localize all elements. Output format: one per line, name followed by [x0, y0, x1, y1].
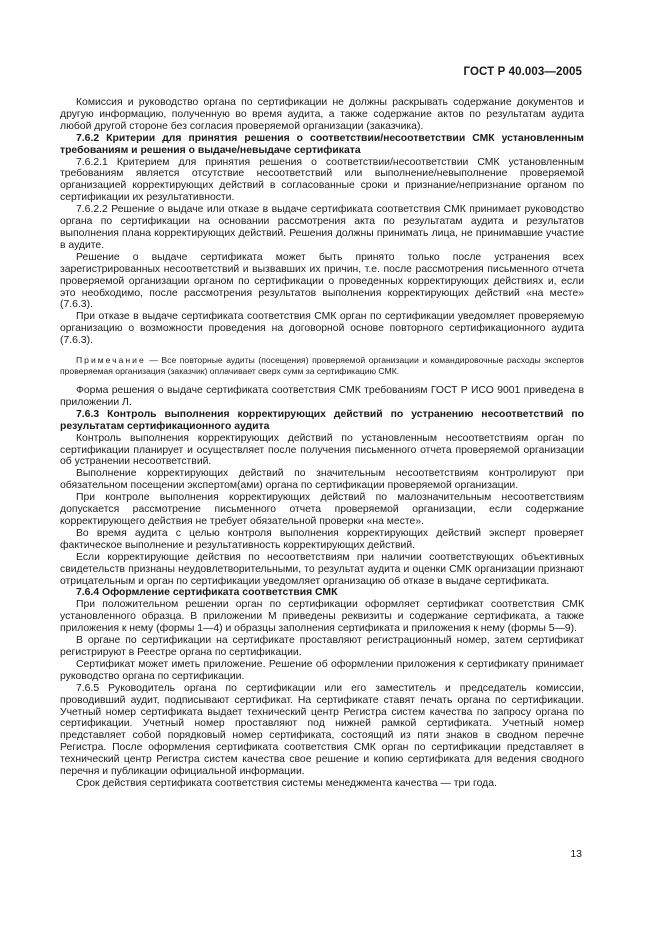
section-heading: 7.6.2 Критерии для принятия решения о соответствии/несоответствии СМК установленным требованиям и решения о выдаче/невыдаче сертификата [60, 132, 584, 156]
paragraph: Сертификат может иметь приложение. Решение об оформлении приложения к сертификату принимает руководство органа по сертификации. [60, 658, 584, 682]
paragraph: Форма решения о выдаче сертификата соответствия СМК требованиям ГОСТ Р ИСО 9001 приведена в приложении Л. [60, 385, 584, 408]
paragraph: Во время аудита с целью контроля выполнения корректирующих действий эксперт проверяет фактическое выполнение и результативность корректирующих действий. [60, 527, 584, 551]
note-text: — Все повторные аудиты (посещения) проверяемой организации и командировочные расходы экспертов проверяемая организация (заказчик) оплачивает сверх сумм за сертификацию СМК. [60, 355, 585, 377]
note-label: Примечание [76, 355, 146, 366]
paragraph: Комиссия и руководство органа по сертификации не должны раскрывать содержание документов и другую информацию, полученную во время аудита, а также содержание актов по результатам аудита любой другой стороне без согласия проверяемой организации (заказчика). [60, 97, 584, 132]
paragraph: При контроле выполнения корректирующих действий по малозначительным несоответствиям допускается рассмотрение письменного отчета проверяемой организации, если содержание корректирующего действия не требует обязательной проверки «на месте». [60, 492, 584, 527]
page-number: 13 [570, 848, 582, 860]
body-text [60, 97, 584, 790]
paragraph: 7.6.2.1 Критерием для принятия решения о соответствии/несоответствии СМК установленным требованиям является отсутствие несоответствий или выполнение/невыполнение проверяемой организацией корректирующих действий в согласованные сроки и признание/непризнание органом по сертификации их результативности. [60, 156, 584, 204]
section-heading: 7.6.4 Оформление сертификата соответствия СМК [76, 587, 338, 599]
paragraph: Срок действия сертификата соответствия системы менеджмента качества — три года. [76, 777, 497, 789]
paragraph: Контроль выполнения корректирующих действий по установленным несоответствиям орган по сертификации планирует и осуществляет после получения письменного отчета проверяемой организации об устранении несоответствий. [60, 432, 584, 468]
document-header: ГОСТ Р 40.003—2005 [463, 66, 582, 78]
paragraph: 7.6.2.2 Решение о выдаче или отказе в выдаче сертификата соответствия СМК принимает руководство органа по сертификации на основании рассмотрения акта по результатам аудита и результатов выполнения плана корректирующих действий. Решения должны принимать лица, не принимавшие участие в аудите. [60, 204, 584, 251]
paragraph: Решение о выдаче сертификата может быть принято только после устранения всех зарегистрированных несоответствий и вызвавших их причин, т.е. после рассмотрения письменного отчета проверяемой организации органом по сертификации о проведенных корректирующих действиях и, если это необходимо, после рассмотрения результатов выполнения корректирующих действий «на месте» (7.6.3). [60, 251, 584, 311]
paragraph: Если корректирующие действия по несоответствиям при наличии соответствующих объективных свидетельств признаны неудовлетворительными, то результат аудита и оценки СМК организации признают отрицательным и орган по сертификации уведомляет организацию об отказе в выдаче сертификата. [60, 551, 584, 587]
paragraph: При положительном решении орган по сертификации оформляет сертификат соответствия СМК установленного образца. В приложении М приведены реквизиты и содержание сертификата, а также приложения к нему (формы 1—4) и образцы заполнения сертификата и приложения к нему (формы 5—9). [60, 599, 584, 635]
paragraph: В органе по сертификации на сертификате проставляют регистрационный номер, затем сертификат регистрируют в Реестре органа по сертификации. [60, 635, 584, 658]
note [60, 355, 584, 377]
paragraph: 7.6.5 Руководитель органа по сертификации или его заместитель и председатель комиссии, проводивший аудит, подписывают сертификат. На сертификате ставят печать органа по сертификации. Учетный номер сертификата выдает технический центр Регистра систем качества по запросу органа по сертификации. Учетный номер проставляют под нижней рамкой сертификата. Учетный номер представляет собой порядковый номер сертификата, состоящий из пяти знаков в сводном перечне Регистра. После оформления сертификата соответствия СМК орган по сертификации представляет в технический центр Регистра систем качества свое решение и копию сертификата для ведения сводного перечня и публикации официальной информации. [60, 682, 584, 778]
paragraph: Выполнение корректирующих действий по значительным несоответствиям контролируют при обязательном посещении экспертом(ами) органа по сертификации проверяемой организации. [60, 468, 584, 492]
section-heading: 7.6.3 Контроль выполнения корректирующих действий по устранению несоответствий по результатам сертификационного аудита [60, 408, 584, 432]
paragraph: При отказе в выдаче сертификата соответствия СМК орган по сертификации уведомляет проверяемую организацию о возможности проведения на договорной основе повторного сертификационного аудита (7.6.3). [60, 311, 584, 347]
